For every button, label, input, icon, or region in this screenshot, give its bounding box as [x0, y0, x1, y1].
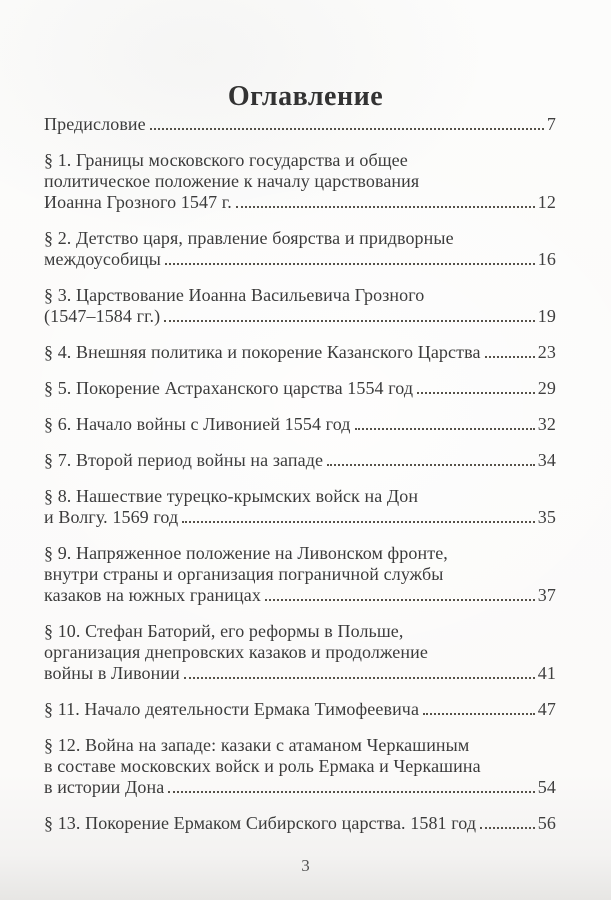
toc-entry — [44, 450, 556, 471]
toc-entry — [44, 543, 556, 606]
toc-entry-last-line — [44, 813, 556, 834]
toc-page-number: 37 — [537, 585, 556, 605]
toc-entry-last-line — [44, 192, 556, 213]
toc-entry-last-line — [44, 306, 556, 327]
toc-page-number: 32 — [537, 414, 556, 434]
toc-entry-text: § 11. Начало деятельности Ермака Тимофеевича — [44, 699, 420, 719]
toc-entry — [44, 378, 556, 399]
dot-leader — [164, 318, 535, 322]
dot-leader — [485, 354, 535, 358]
toc-entry — [44, 114, 556, 135]
toc-entry-text: § 6. Начало войны с Ливонией 1554 год — [44, 414, 351, 434]
toc-entry — [44, 813, 556, 834]
toc-entry-last-line — [44, 414, 556, 435]
toc-entry-text: § 13. Покорение Ермаком Сибирского царства. 1581 год — [44, 813, 477, 833]
toc-entry-last-line — [44, 378, 556, 399]
toc-page-number: 54 — [537, 777, 556, 797]
page-number-footer: 3 — [301, 856, 310, 875]
toc-entry — [44, 735, 556, 798]
toc-entry — [44, 342, 556, 363]
toc-entry-text: § 4. Внешняя политика и покорение Казанского Царства — [44, 342, 481, 362]
dot-leader — [184, 675, 535, 679]
toc-entry-last-line — [44, 114, 556, 135]
toc-entry-line: внутри страны и организация пограничной службы — [44, 564, 444, 584]
toc-page-number: 34 — [537, 450, 556, 470]
toc-entry — [44, 414, 556, 435]
toc-entry-line: § 10. Стефан Баторий, его реформы в Польше, — [44, 621, 404, 641]
toc-entry — [44, 285, 556, 327]
dot-leader — [480, 825, 535, 829]
dot-leader — [327, 462, 535, 466]
toc-entry-line: § 2. Детство царя, правление боярства и придворные — [44, 228, 454, 248]
toc-page-number: 7 — [546, 114, 556, 134]
dot-leader — [423, 711, 535, 715]
toc-entry-line: § 3. Царствование Иоанна Васильевича Грозного — [44, 285, 425, 305]
toc-entry-text: в истории Дона — [44, 777, 165, 797]
toc-entry-text: § 5. Покорение Астраханского царства 1554 год — [44, 378, 414, 398]
toc-entry-line: § 1. Границы московского государства и общее — [44, 150, 408, 170]
toc-entry — [44, 150, 556, 213]
toc-entry-text: междоусобицы — [44, 249, 161, 269]
toc-entry-text: и Волгу. 1569 год — [44, 507, 179, 527]
toc-page-number: 23 — [537, 342, 556, 362]
dot-leader — [182, 519, 535, 523]
dot-leader — [150, 126, 544, 130]
toc-entry-line: организация днепровских казаков и продолжение — [44, 642, 428, 662]
toc-page-number: 19 — [537, 306, 556, 326]
toc-entry-line: § 12. Война на западе: казаки с атаманом Черкашиным — [44, 735, 470, 755]
toc-entry-last-line — [44, 342, 556, 363]
dot-leader — [417, 390, 535, 394]
toc-entry-last-line — [44, 699, 556, 720]
toc-page-number: 47 — [537, 699, 556, 719]
dot-leader — [355, 426, 535, 430]
toc-page-number: 29 — [537, 378, 556, 398]
toc-page-number: 41 — [537, 663, 556, 683]
toc-entry-text: Иоанна Грозного 1547 г. — [44, 192, 232, 212]
toc-entry-last-line — [44, 507, 556, 528]
toc-entry-last-line — [44, 249, 556, 270]
dot-leader — [236, 204, 535, 208]
toc-entry — [44, 699, 556, 720]
toc-entry-text: (1547–1584 гг.) — [44, 306, 161, 326]
toc-page-number: 56 — [537, 813, 556, 833]
toc-entry-text: войны в Ливонии — [44, 663, 180, 683]
toc-entry-last-line — [44, 663, 556, 684]
toc-entry-text: Предисловие — [44, 114, 146, 134]
toc-entry — [44, 486, 556, 528]
toc-page-number: 16 — [537, 249, 556, 269]
toc-entry — [44, 621, 556, 684]
toc-entry-line: § 9. Напряженное положение на Ливонском фронте, — [44, 543, 448, 563]
toc-page-number: 35 — [537, 507, 556, 527]
toc-entry-line: политическое положение к началу царствования — [44, 171, 420, 191]
toc-entry-line: в составе московских войск и роль Ермака и Черкашина — [44, 756, 481, 776]
toc-entry-last-line — [44, 450, 556, 471]
toc-entry-line: § 8. Нашествие турецко-крымских войск на Дон — [44, 486, 419, 506]
table-of-contents — [44, 114, 556, 849]
toc-entry-text: казаков на южных границах — [44, 585, 261, 605]
dot-leader — [265, 597, 535, 601]
dot-leader — [165, 261, 535, 265]
dot-leader — [168, 789, 534, 793]
toc-entry-last-line — [44, 585, 556, 606]
toc-entry-last-line — [44, 777, 556, 798]
page-title: Оглавление — [227, 80, 384, 112]
toc-entry-text: § 7. Второй период войны на западе — [44, 450, 324, 470]
toc-entry — [44, 228, 556, 270]
toc-page-number: 12 — [537, 192, 556, 212]
